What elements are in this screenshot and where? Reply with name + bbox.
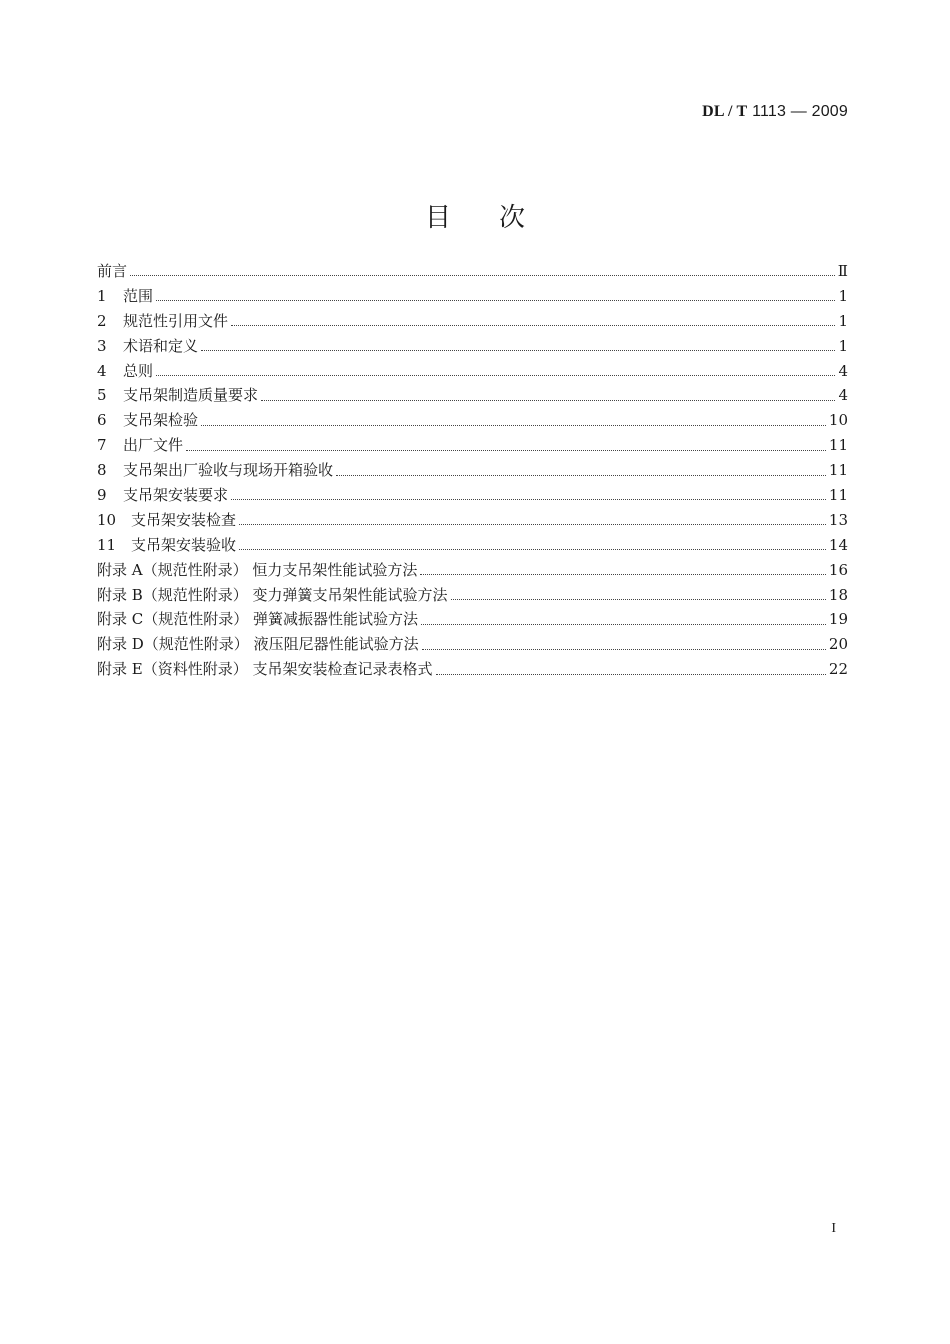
toc-entry[interactable] [97, 285, 848, 310]
toc-entry-page: 19 [828, 610, 848, 629]
document-code-number: 1113 — 2009 [752, 103, 848, 120]
toc-leader-dots [336, 474, 826, 476]
toc-entry-label: 支吊架出厂验收与现场开箱验收 [123, 461, 334, 480]
toc-entry-label: 支吊架制造质量要求 [123, 386, 259, 405]
toc-entry-number: 5 [97, 386, 107, 405]
toc-leader-dots [436, 673, 826, 675]
toc-entry[interactable] [97, 633, 848, 658]
toc-entry-page: 22 [828, 660, 848, 679]
toc-entry-page: 11 [828, 461, 848, 480]
toc-entry-page: 13 [828, 510, 848, 529]
toc-leader-dots [261, 399, 835, 401]
toc-entry-page: 20 [828, 635, 848, 654]
page-number: I [831, 1221, 836, 1236]
toc-leader-dots [421, 623, 826, 625]
toc-leader-dots [130, 274, 835, 276]
document-code [702, 103, 848, 121]
toc-entry-number: 10 [97, 510, 117, 529]
toc-entry-page: Ⅱ [837, 262, 848, 280]
toc-entry-label: 前言 [97, 262, 128, 280]
toc-entry-label: 附录 B（规范性附录） 变力弹簧支吊架性能试验方法 [97, 585, 448, 604]
toc-leader-dots [156, 299, 835, 301]
toc-entry-label: 支吊架安装检查 [131, 510, 237, 529]
toc-entry-label: 支吊架检验 [123, 411, 199, 430]
table-of-contents [97, 260, 848, 683]
toc-entry-page: 16 [828, 560, 848, 579]
toc-entry-number: 7 [97, 436, 107, 455]
toc-leader-dots [239, 523, 826, 525]
toc-entry[interactable] [97, 310, 848, 335]
toc-entry-label: 术语和定义 [123, 336, 199, 355]
toc-leader-dots [420, 573, 826, 575]
toc-entry-label: 范围 [123, 286, 154, 305]
toc-entry-page: 11 [828, 436, 848, 455]
toc-entry[interactable] [97, 335, 848, 360]
toc-entry-page: 4 [838, 361, 848, 380]
toc-entry-page: 1 [838, 311, 848, 330]
toc-entry[interactable] [97, 484, 848, 509]
toc-entry[interactable] [97, 459, 848, 484]
toc-leader-dots [186, 449, 826, 451]
toc-entry[interactable] [97, 360, 848, 385]
toc-entry-label: 规范性引用文件 [123, 311, 229, 330]
toc-entry-number: 1 [97, 286, 107, 305]
toc-entry-number: 3 [97, 336, 107, 355]
toc-leader-dots [239, 548, 826, 550]
toc-leader-dots [156, 374, 835, 376]
toc-entry-number: 8 [97, 461, 107, 480]
toc-entry[interactable] [97, 509, 848, 534]
toc-entry-number: 9 [97, 486, 107, 505]
toc-entry-number: 6 [97, 411, 107, 430]
document-code-prefix: DL / T [702, 103, 748, 120]
toc-entry[interactable] [97, 584, 848, 609]
toc-entry-label: 附录 E（资料性附录） 支吊架安装检查记录表格式 [97, 660, 433, 679]
toc-entry[interactable] [97, 384, 848, 409]
toc-leader-dots [451, 598, 826, 600]
toc-entry-number: 11 [97, 535, 117, 554]
toc-entry-label: 支吊架安装验收 [131, 535, 237, 554]
toc-entry-label: 附录 C（规范性附录） 弹簧减振器性能试验方法 [97, 610, 419, 629]
toc-entry-page: 18 [828, 585, 848, 604]
toc-entry[interactable] [97, 434, 848, 459]
toc-entry[interactable] [97, 409, 848, 434]
toc-entry-number: 2 [97, 311, 107, 330]
toc-entry-page: 14 [828, 535, 848, 554]
toc-entry[interactable] [97, 534, 848, 559]
toc-entry-label: 支吊架安装要求 [123, 486, 229, 505]
toc-entry-number: 4 [97, 361, 107, 380]
toc-entry[interactable] [97, 559, 848, 584]
toc-leader-dots [231, 498, 826, 500]
toc-entry-label: 总则 [123, 361, 154, 380]
toc-leader-dots [201, 424, 826, 426]
toc-leader-dots [231, 324, 835, 326]
toc-leader-dots [201, 349, 835, 351]
toc-entry[interactable] [97, 608, 848, 633]
toc-entry-label: 附录 D（规范性附录） 液压阻尼器性能试验方法 [97, 635, 419, 654]
toc-entry-page: 11 [828, 486, 848, 505]
toc-entry-label: 附录 A（规范性附录） 恒力支吊架性能试验方法 [97, 560, 418, 579]
toc-entry-page: 1 [838, 336, 848, 355]
page-title: 目次 [424, 203, 573, 234]
toc-entry-page: 10 [828, 411, 848, 430]
toc-entry-page: 1 [838, 286, 848, 305]
toc-entry[interactable] [97, 260, 848, 285]
toc-entry-label: 出厂文件 [123, 436, 184, 455]
toc-leader-dots [422, 648, 826, 650]
toc-entry-page: 4 [838, 386, 848, 405]
toc-entry[interactable] [97, 658, 848, 683]
